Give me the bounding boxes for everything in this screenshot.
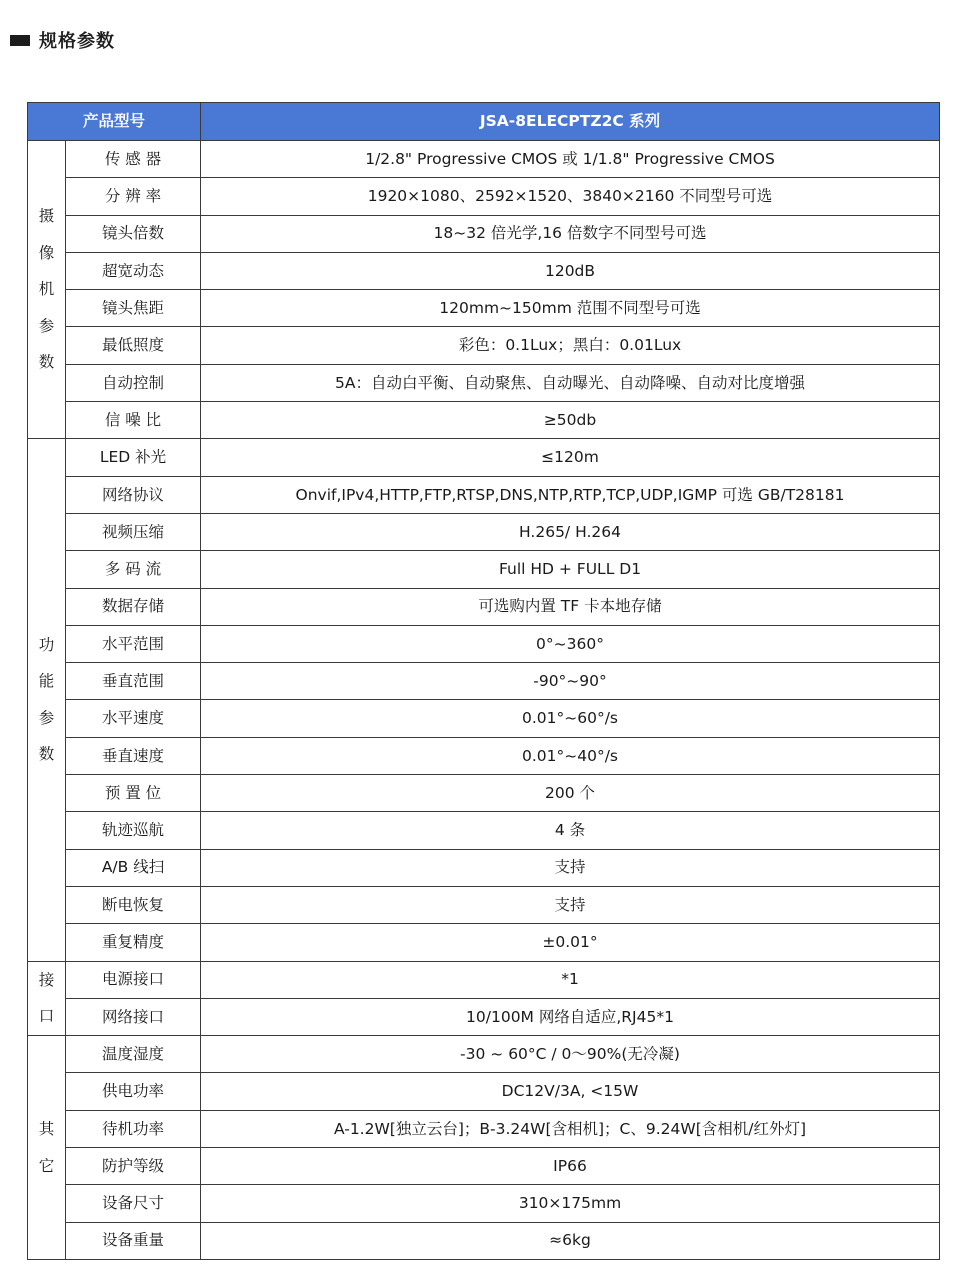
group-label: 功 能 参 数 <box>38 635 55 764</box>
spec-value: DC12V/3A, <15W <box>201 1073 940 1110</box>
spec-label: 镜头倍数 <box>66 215 201 252</box>
spec-value: -90°~90° <box>201 663 940 700</box>
table-row <box>28 588 940 625</box>
spec-label: 网络协议 <box>66 476 201 513</box>
spec-label: 设备重量 <box>66 1222 201 1259</box>
table-row <box>28 1185 940 1222</box>
group-label: 摄 像 机 参 数 <box>38 207 55 372</box>
spec-value: IP66 <box>201 1148 940 1185</box>
table-row <box>28 700 940 737</box>
spec-label: 自动控制 <box>66 364 201 401</box>
spec-label: 供电功率 <box>66 1073 201 1110</box>
table-row <box>28 551 940 588</box>
spec-label: 轨迹巡航 <box>66 812 201 849</box>
spec-label: 传 感 器 <box>66 141 201 178</box>
table-row <box>28 215 940 252</box>
section-title: 规格参数 <box>39 31 115 52</box>
model-label-header: 产品型号 <box>28 103 201 141</box>
spec-label: 最低照度 <box>66 327 201 364</box>
spec-value: 10/100M 网络自适应,RJ45*1 <box>201 998 940 1035</box>
spec-value: 0.01°~60°/s <box>201 700 940 737</box>
spec-value: 0°~360° <box>201 625 940 662</box>
spec-value: A-1.2W[独立云台]；B-3.24W[含相机]；C、9.24W[含相机/红外灯] <box>201 1110 940 1147</box>
heading-marker <box>10 35 30 46</box>
spec-label: 水平速度 <box>66 700 201 737</box>
spec-value: 支持 <box>201 849 940 886</box>
spec-label: 多 码 流 <box>66 551 201 588</box>
spec-value: 120dB <box>201 252 940 289</box>
table-row <box>28 1036 940 1073</box>
table-row <box>28 625 940 662</box>
spec-value: 0.01°~40°/s <box>201 737 940 774</box>
spec-value: 18~32 倍光学,16 倍数字不同型号可选 <box>201 215 940 252</box>
table-row <box>28 439 940 476</box>
series-header: JSA-8ELECPTZ2C 系列 <box>201 103 940 141</box>
spec-value: 1/2.8" Progressive CMOS 或 1/1.8" Progressive CMOS <box>201 141 940 178</box>
table-row <box>28 1222 940 1259</box>
spec-value: 彩色：0.1Lux；黑白：0.01Lux <box>201 327 940 364</box>
group-cell <box>28 961 66 1036</box>
table-row <box>28 961 940 998</box>
spec-label: 电源接口 <box>66 961 201 998</box>
table-row <box>28 886 940 923</box>
group-label: 接 口 <box>38 970 55 1026</box>
table-row <box>28 178 940 215</box>
spec-value: ≥50db <box>201 402 940 439</box>
spec-label: 网络接口 <box>66 998 201 1035</box>
spec-value: -30 ~ 60°C / 0～90%(无冷凝) <box>201 1036 940 1073</box>
group-cell <box>28 1036 66 1260</box>
spec-table-body <box>28 141 940 1260</box>
table-row <box>28 402 940 439</box>
spec-label: 预 置 位 <box>66 775 201 812</box>
table-row <box>28 812 940 849</box>
spec-label: 重复精度 <box>66 924 201 961</box>
spec-label: 分 辨 率 <box>66 178 201 215</box>
spec-value: 支持 <box>201 886 940 923</box>
section-heading <box>10 28 115 52</box>
spec-label: 数据存储 <box>66 588 201 625</box>
spec-value: Onvif,IPv4,HTTP,FTP,RTSP,DNS,NTP,RTP,TCP,UDP,IGMP 可选 GB/T28181 <box>201 476 940 513</box>
group-cell <box>28 439 66 961</box>
table-row <box>28 1148 940 1185</box>
spec-value: 可选购内置 TF 卡本地存储 <box>201 588 940 625</box>
table-row <box>28 141 940 178</box>
group-cell <box>28 141 66 439</box>
spec-value: 5A：自动白平衡、自动聚焦、自动曝光、自动降噪、自动对比度增强 <box>201 364 940 401</box>
spec-label: 断电恢复 <box>66 886 201 923</box>
spec-value: 1920×1080、2592×1520、3840×2160 不同型号可选 <box>201 178 940 215</box>
table-row <box>28 252 940 289</box>
table-row <box>28 327 940 364</box>
spec-label: 垂直速度 <box>66 737 201 774</box>
spec-label: 镜头焦距 <box>66 290 201 327</box>
table-row <box>28 663 940 700</box>
table-header-row <box>28 103 940 141</box>
spec-label: 温度湿度 <box>66 1036 201 1073</box>
spec-value: 310×175mm <box>201 1185 940 1222</box>
group-label: 其 它 <box>38 1120 55 1175</box>
spec-label: 超宽动态 <box>66 252 201 289</box>
table-row <box>28 1073 940 1110</box>
table-row <box>28 364 940 401</box>
spec-label: 视频压缩 <box>66 513 201 550</box>
spec-label: A/B 线扫 <box>66 849 201 886</box>
table-row <box>28 290 940 327</box>
table-row <box>28 1110 940 1147</box>
spec-label: 垂直范围 <box>66 663 201 700</box>
table-row <box>28 513 940 550</box>
spec-value: H.265/ H.264 <box>201 513 940 550</box>
spec-label: 待机功率 <box>66 1110 201 1147</box>
table-row <box>28 476 940 513</box>
spec-value: Full HD + FULL D1 <box>201 551 940 588</box>
spec-label: 设备尺寸 <box>66 1185 201 1222</box>
table-row <box>28 998 940 1035</box>
spec-value: ±0.01° <box>201 924 940 961</box>
spec-value: 200 个 <box>201 775 940 812</box>
spec-label: 信 噪 比 <box>66 402 201 439</box>
table-row <box>28 849 940 886</box>
spec-value: *1 <box>201 961 940 998</box>
spec-table <box>27 102 940 1260</box>
table-row <box>28 737 940 774</box>
spec-value: 4 条 <box>201 812 940 849</box>
spec-value: 120mm~150mm 范围不同型号可选 <box>201 290 940 327</box>
spec-label: 防护等级 <box>66 1148 201 1185</box>
table-row <box>28 775 940 812</box>
spec-value: ≈6kg <box>201 1222 940 1259</box>
table-row <box>28 924 940 961</box>
spec-value: ≤120m <box>201 439 940 476</box>
spec-label: LED 补光 <box>66 439 201 476</box>
spec-label: 水平范围 <box>66 625 201 662</box>
